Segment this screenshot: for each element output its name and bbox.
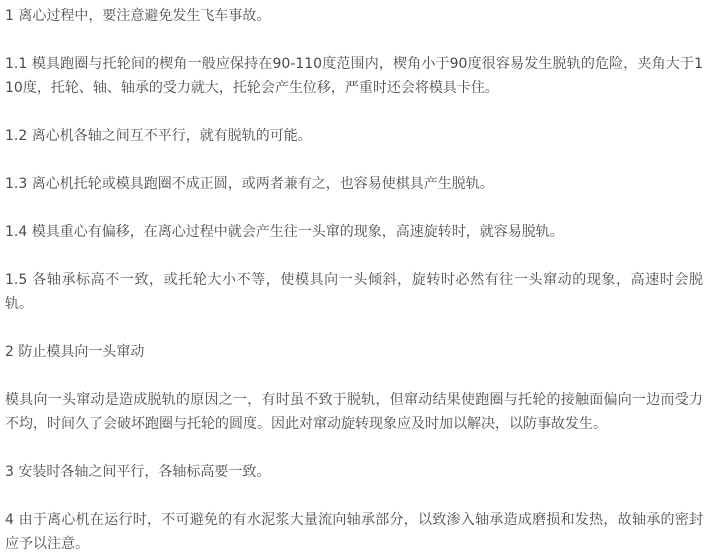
paragraph-3: 3 安装时各轴之间平行，各轴标高要一致。 <box>5 464 271 480</box>
paragraph-1-4: 1.4 模具重心有偏移，在离心过程中就会产生往一头窜的现象，高速旋转时，就容易脱轨。 <box>5 224 564 240</box>
paragraph-1-3: 1.3 离心机托轮或模具跑圈不成正圆，或两者兼有之，也容易使棋具产生脱轨。 <box>5 176 494 192</box>
paragraph-1: 1 离心过程中，要注意避免发生飞车事故。 <box>5 8 271 24</box>
paragraph-2-body: 模具向一头窜动是造成脱轨的原因之一，有时虽不致于脱轨，但窜动结果使跑圈与托轮的接触面偏向一边而受力不均，时间久了会破坏跑圈与托轮的圆度。因此对窜动旋转现象应及时加以解决，以防事故发生。 <box>5 392 703 432</box>
paragraph-1-2: 1.2 离心机各轴之间互不平行，就有脱轨的可能。 <box>5 128 312 144</box>
paragraph-1-1: 1.1 模具跑圈与托轮间的楔角一般应保持在90-110度范围内，楔角小于90度很容易发生脱轨的危险，夹角大于110度，托轮、轴、轴承的受力就大，托轮会产生位移，严重时还会将模具卡住。 <box>5 56 703 96</box>
paragraph-2-heading: 2 防止模具向一头窜动 <box>5 344 145 360</box>
paragraph-4: 4 由于离心机在运行时，不可避免的有水泥浆大量流向轴承部分，以致渗入轴承造成磨损和发热，故轴承的密封应予以注意。 <box>5 512 703 552</box>
paragraph-1-5: 1.5 各轴承标高不一致，或托轮大小不等，使模具向一头倾斜，旋转时必然有往一头窜动的现象，高速时会脱轨。 <box>5 272 703 312</box>
